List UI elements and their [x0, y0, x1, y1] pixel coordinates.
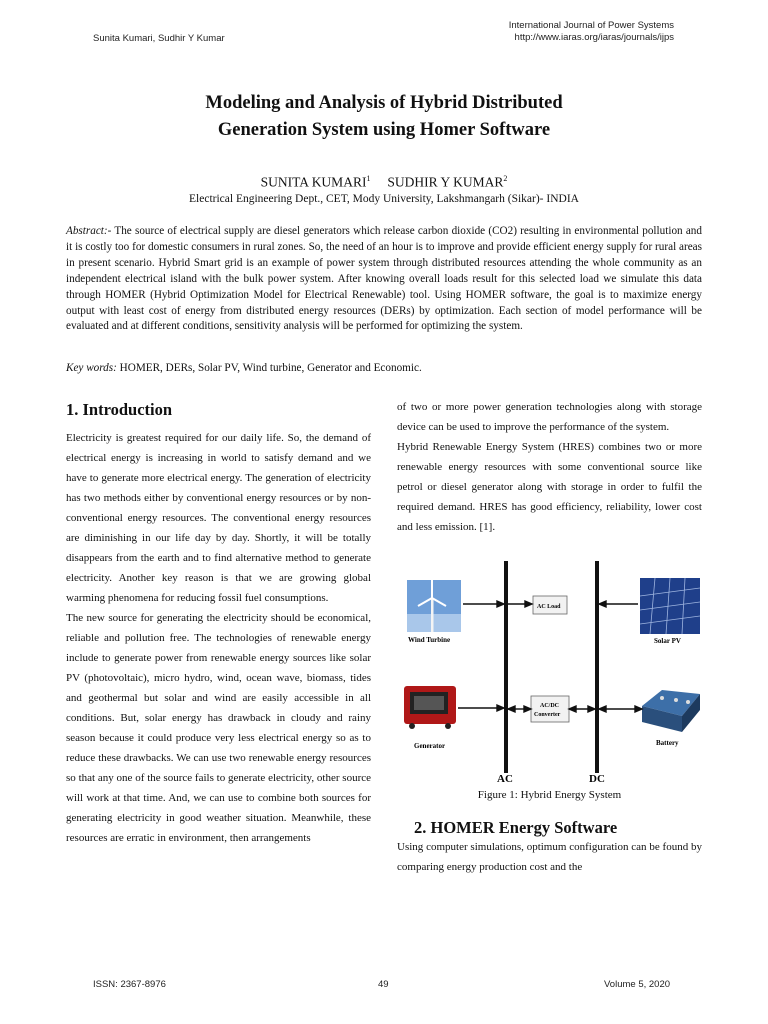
- intro-paragraph-1: Electricity is greatest required for our daily life. So, the demand of electrical energy is increasing in world to satisfy demand and we have to generate more electrical energy. The generation of electricity has two methods either by conventional energy resources or by non-conventional energy resources. The conventional energy resources are diminishing in our life day by day. Shortly, it will be totally disappears from the earth and to find alternative method to generate electricity. Another key reason is that we are growing global warming phenomena for reducing fossil fuel consumptions.: [66, 432, 371, 604]
- author-2-sup: 2: [503, 174, 508, 183]
- author-1-sup: 1: [366, 174, 371, 183]
- dc-bus: [595, 561, 599, 773]
- battery-label: Battery: [656, 739, 679, 747]
- wind-turbine-icon: [407, 580, 461, 632]
- keywords-label: Key words:: [66, 362, 117, 374]
- right-column-top: [397, 397, 702, 537]
- figure-caption: Figure 1: Hybrid Energy System: [477, 789, 622, 801]
- wind-turbine-label: Wind Turbine: [408, 636, 451, 644]
- abstract-label: Abstract:-: [66, 225, 112, 237]
- homer-paragraph-1: Using computer simulations, optimum configuration can be found by comparing energy production cost and the: [397, 841, 702, 873]
- title-line-2: Generation System using Homer Software: [217, 120, 551, 140]
- title-line-1: Modeling and Analysis of Hybrid Distributed: [205, 93, 563, 113]
- ac-axis-label: AC: [497, 773, 513, 784]
- author-line: [0, 174, 768, 191]
- generator-label: Generator: [414, 742, 446, 750]
- intro-paragraph-4: Hybrid Renewable Energy System (HRES) combines two or more renewable energy resources with some conventional source like petrol or diesel generator along with storage in order to fulfil the required demand. HRES has good efficiency, reliability, lower cost and less emission. [1].: [397, 441, 702, 533]
- footer-volume: Volume 5, 2020: [604, 979, 671, 990]
- hybrid-energy-system-figure: [400, 558, 700, 784]
- converter-label-2: Converter: [534, 712, 561, 718]
- converter-box: [531, 696, 569, 722]
- left-column: [66, 428, 371, 848]
- section-heading-introduction: 1. Introduction: [66, 400, 173, 419]
- author-2: SUDHIR Y KUMAR: [387, 174, 504, 190]
- solar-pv-icon: [640, 578, 700, 634]
- intro-paragraph-2: The new source for generating the electricity should be economical, reliable and pollution free. The technologies of renewable energy include to generate power from renewable energy sources like solar PV (photovoltaic), micro hydro, wind, ocean wave, biomass, tides and geothermal but solar and wind are easily accessible in all conditions. But, solar energy has drawback in cloudy and rainy season because it could produce very less electrical energy so as to reduce these drawbacks. We can use two renewable energy resources so that any one of the source fails to generate electricity, other source will work at that time. And, we can use to combine both sources for generating electricity in good weather situation. Meanwhile, these resources are erratic in environment, then arrangements: [66, 612, 371, 844]
- running-header-authors: Sunita Kumari, Sudhir Y Kumar: [93, 33, 225, 44]
- abstract-text: The source of electrical supply are diesel generators which release carbon dioxide (CO2) resulting in environmental pollution and it is costly too for domestic consumers in rural zones. So, the need of an hour is to improve and provide efficient energy supply for rural areas in present scenario. Hybrid Smart grid is an example of power system through distributed resources attending the whole community as an independent electrical island with the bulk power system. After knowing overall loads result for this selected load we simulate this data through HOMER (Hybrid Optimization Model for Electrical Renewable) tool. Using HOMER software, the goal is to maximize energy output with least cost of energy from distributed energy resources (DERs) by optimization. Each section of model performance will be evaluated and at different conditions, sensitivity analysis will be performed for optimizing the system.: [66, 225, 702, 333]
- keywords-text: HOMER, DERs, Solar PV, Wind turbine, Generator and Economic.: [116, 362, 422, 374]
- footer-page-number: 49: [378, 979, 389, 990]
- generator-icon: [404, 686, 456, 729]
- running-header-journal: [509, 20, 674, 44]
- footer-issn: ISSN: 2367-8976: [93, 979, 166, 990]
- intro-paragraph-3: of two or more power generation technologies along with storage device can be used to improve the performance of the system.: [397, 401, 702, 433]
- battery-icon: [642, 690, 700, 732]
- journal-name: International Journal of Power Systems: [508, 20, 674, 31]
- section-heading-homer: 2. HOMER Energy Software: [414, 818, 618, 837]
- keywords: [66, 362, 702, 374]
- abstract: [66, 224, 702, 335]
- affiliation: Electrical Engineering Dept., CET, Mody University, Lakshmangarh (Sikar)- INDIA: [189, 193, 579, 205]
- paper-title: [0, 90, 768, 144]
- right-column-bottom: [397, 837, 702, 877]
- solar-pv-label: Solar PV: [654, 637, 681, 645]
- converter-label-1: AC/DC: [540, 703, 559, 709]
- dc-axis-label: DC: [589, 773, 605, 784]
- ac-load-label: AC Load: [537, 604, 561, 610]
- ac-bus: [504, 561, 508, 773]
- journal-url[interactable]: http://www.iaras.org/iaras/journals/ijps: [514, 32, 674, 43]
- author-1: SUNITA KUMARI: [260, 174, 367, 190]
